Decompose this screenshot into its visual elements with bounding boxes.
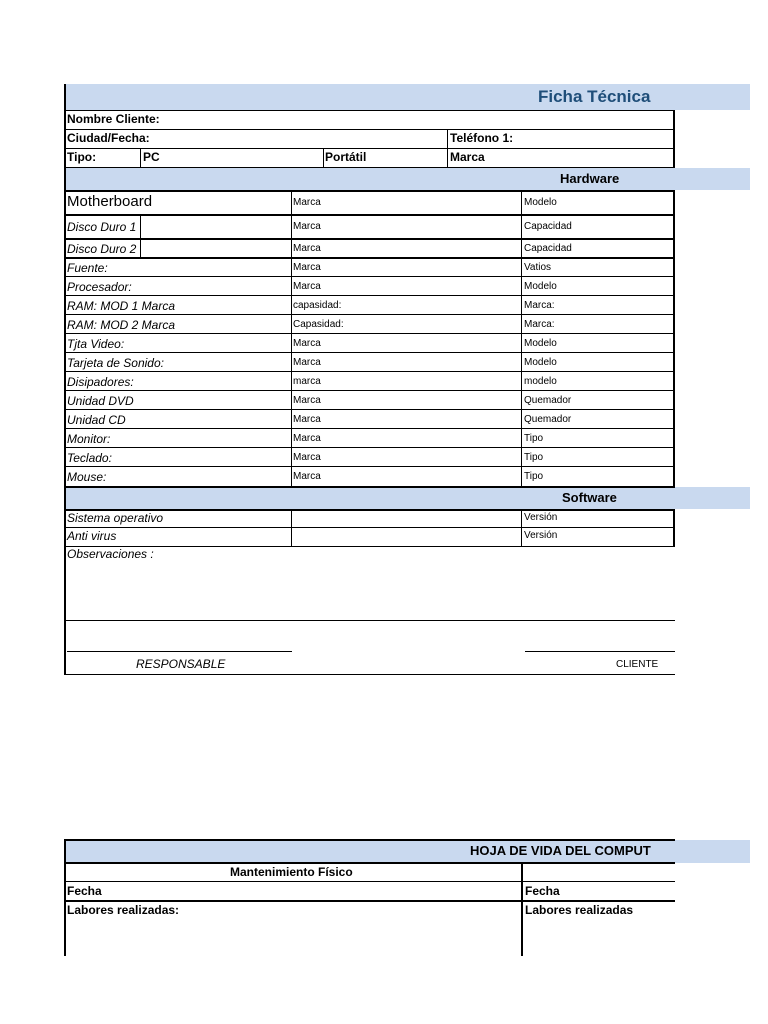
hardware-row <box>65 315 675 334</box>
ficha-divider <box>447 129 448 168</box>
hardware-row-divider <box>291 215 292 239</box>
ciudad-fecha-label: Ciudad/Fecha: <box>67 131 150 145</box>
hardware-row <box>65 334 675 353</box>
hardware-row-right-border <box>673 334 675 353</box>
hardware-row-col2: Marca <box>293 357 321 368</box>
software-line <box>65 486 675 488</box>
ficha-bottom-border <box>65 674 675 675</box>
hardware-row-col2: marca <box>293 376 321 387</box>
hardware-row-divider <box>521 448 522 467</box>
sistema-version: Versión <box>524 512 558 523</box>
hardware-row-divider <box>521 315 522 334</box>
hardware-row-col2: Marca <box>293 471 321 482</box>
hardware-row-right-border <box>673 467 675 487</box>
software-title: Software <box>562 490 617 505</box>
hardware-row-label: Unidad DVD <box>67 394 134 408</box>
hardware-row-divider <box>521 191 522 215</box>
tipo-marca: Marca <box>450 150 485 164</box>
antivirus-label: Anti virus <box>67 529 117 543</box>
hardware-row-divider <box>291 315 292 334</box>
hardware-row <box>65 215 675 239</box>
hardware-row <box>65 372 675 391</box>
hardware-row-divider <box>291 191 292 215</box>
hardware-row-divider <box>291 353 292 372</box>
hardware-row-divider <box>140 239 141 258</box>
hardware-row-col3: Quemador <box>524 414 572 425</box>
hardware-row-col3: Tipo <box>524 433 544 444</box>
hardware-row-label: Tjta Video: <box>67 337 125 351</box>
hoja-left-border <box>64 839 66 956</box>
hardware-row-label: Disco Duro 2 <box>67 242 137 256</box>
ficha-right-border <box>673 110 675 168</box>
hardware-row-col2: Marca <box>293 197 321 208</box>
hardware-row-col3: Marca: <box>524 319 555 330</box>
hardware-row-divider <box>521 239 522 258</box>
hardware-row-divider <box>521 277 522 296</box>
tipo-portatil: Portátil <box>325 150 367 164</box>
hardware-row-divider <box>291 391 292 410</box>
nombre-cliente-label: Nombre Cliente: <box>67 112 160 126</box>
mantenimiento-label: Mantenimiento Físico <box>230 865 353 879</box>
tipo-label: Tipo: <box>67 150 97 164</box>
observaciones-line <box>65 620 675 621</box>
hardware-row-col2: capasidad: <box>293 300 342 311</box>
hardware-row-col3: Quemador <box>524 395 572 406</box>
labores-label-1: Labores realizadas: <box>67 903 180 917</box>
tipo-pc: PC <box>143 150 160 164</box>
hardware-row-col3: modelo <box>524 376 557 387</box>
hardware-row <box>65 467 675 487</box>
hardware-row-col3: Capacidad <box>524 221 572 232</box>
software-divider <box>521 510 522 546</box>
antivirus-version: Versión <box>524 530 558 541</box>
hardware-row-divider <box>291 448 292 467</box>
hardware-row-divider <box>521 429 522 448</box>
cliente-signature-line <box>525 651 675 652</box>
hardware-row-label: Fuente: <box>67 261 108 275</box>
hardware-row <box>65 296 675 315</box>
ficha-divider <box>140 148 141 168</box>
sistema-operativo-label: Sistema operativo <box>67 511 164 525</box>
hardware-row-label: Mouse: <box>67 470 107 484</box>
hardware-row-col2: Marca <box>293 433 321 444</box>
hardware-row-col3: Modelo <box>524 197 557 208</box>
responsable-signature-line <box>67 651 292 652</box>
hardware-row-col3: Modelo <box>524 338 557 349</box>
hardware-row-label: Disco Duro 1 <box>67 220 137 234</box>
ficha-title: Ficha Técnica <box>538 87 651 106</box>
hardware-row-divider <box>521 215 522 239</box>
hardware-row-label: Monitor: <box>67 432 111 446</box>
software-line <box>65 546 675 547</box>
hardware-row-divider <box>291 277 292 296</box>
ficha-line <box>65 148 675 149</box>
hardware-row-right-border <box>673 372 675 391</box>
responsable-label: RESPONSABLE <box>136 657 226 671</box>
hoja-line <box>65 900 675 902</box>
cliente-label: CLIENTE <box>616 659 659 670</box>
hardware-row <box>65 410 675 429</box>
hoja-line <box>65 881 675 882</box>
hardware-row <box>65 353 675 372</box>
hardware-row-divider <box>140 215 141 239</box>
hardware-row-label: Unidad CD <box>67 413 126 427</box>
telefono-label: Teléfono 1: <box>450 131 514 145</box>
hardware-row-label: Teclado: <box>67 451 112 465</box>
hardware-row-divider <box>521 410 522 429</box>
hardware-row-col3: Vatios <box>524 262 552 273</box>
hardware-row <box>65 448 675 467</box>
hardware-row-right-border <box>673 215 675 239</box>
hardware-row-label: RAM: MOD 1 Marca <box>67 299 176 313</box>
hardware-row-divider <box>291 334 292 353</box>
hoja-line <box>65 839 675 841</box>
software-band <box>66 487 750 509</box>
hardware-row-col2: Marca <box>293 262 321 273</box>
hardware-row <box>65 429 675 448</box>
hardware-row-right-border <box>673 191 675 215</box>
ficha-line <box>65 129 675 130</box>
hardware-row-right-border <box>673 239 675 258</box>
hardware-row-col3: Capacidad <box>524 243 572 254</box>
hardware-row-col2: Marca <box>293 414 321 425</box>
hardware-row-right-border <box>673 448 675 467</box>
hardware-row-divider <box>521 334 522 353</box>
hardware-row-label: Motherboard <box>67 193 153 210</box>
hardware-row-right-border <box>673 296 675 315</box>
hardware-row-right-border <box>673 277 675 296</box>
software-divider <box>291 510 292 546</box>
hardware-row-divider <box>291 467 292 487</box>
hardware-row-divider <box>521 372 522 391</box>
hardware-row-label: Procesador: <box>67 280 132 294</box>
hardware-row-label: RAM: MOD 2 Marca <box>67 318 176 332</box>
hardware-row <box>65 258 675 277</box>
ficha-line <box>65 110 675 111</box>
software-line <box>65 527 675 528</box>
hardware-row-divider <box>291 372 292 391</box>
fecha-label-2: Fecha <box>525 884 560 898</box>
hoja-line <box>65 862 675 864</box>
hardware-row-col2: Marca <box>293 243 321 254</box>
hardware-title: Hardware <box>560 171 620 186</box>
hardware-row <box>65 391 675 410</box>
hardware-row-col3: Modelo <box>524 281 557 292</box>
hardware-row-col3: Tipo <box>524 452 544 463</box>
labores-label-2: Labores realizadas <box>525 903 634 917</box>
hardware-row-right-border <box>673 429 675 448</box>
hardware-row-divider <box>291 239 292 258</box>
hardware-row <box>65 191 675 215</box>
hardware-row-divider <box>521 353 522 372</box>
hardware-row-divider <box>291 429 292 448</box>
hardware-row-col3: Modelo <box>524 357 557 368</box>
hardware-row-right-border <box>673 410 675 429</box>
hardware-row-col2: Marca <box>293 281 321 292</box>
hardware-row-col3: Marca: <box>524 300 555 311</box>
hoja-divider <box>521 863 523 956</box>
hardware-row-divider <box>521 467 522 487</box>
hardware-row-divider <box>521 296 522 315</box>
fecha-label-1: Fecha <box>67 884 102 898</box>
hardware-row-divider <box>291 258 292 277</box>
ficha-divider <box>323 148 324 168</box>
hardware-band <box>66 168 750 190</box>
hardware-row <box>65 277 675 296</box>
hardware-row-right-border <box>673 258 675 277</box>
hardware-row-divider <box>521 258 522 277</box>
hardware-row-col2: Capasidad: <box>293 319 344 330</box>
hardware-row <box>65 239 675 258</box>
hardware-row-divider <box>521 391 522 410</box>
hardware-row-label: Tarjeta de Sonido: <box>67 356 164 370</box>
software-right-border <box>673 510 675 546</box>
hardware-row-label: Disipadores: <box>67 375 134 389</box>
hardware-row-right-border <box>673 391 675 410</box>
hoja-title: HOJA DE VIDA DEL COMPUT <box>470 843 651 858</box>
hardware-row-col2: Marca <box>293 452 321 463</box>
hardware-row-right-border <box>673 315 675 334</box>
hardware-row-right-border <box>673 353 675 372</box>
hardware-row-divider <box>291 410 292 429</box>
hardware-row-col2: Marca <box>293 221 321 232</box>
hardware-row-col2: Marca <box>293 338 321 349</box>
observaciones-label: Observaciones : <box>67 547 154 561</box>
hardware-row-col3: Tipo <box>524 471 544 482</box>
hardware-row-divider <box>291 296 292 315</box>
hardware-row-col2: Marca <box>293 395 321 406</box>
